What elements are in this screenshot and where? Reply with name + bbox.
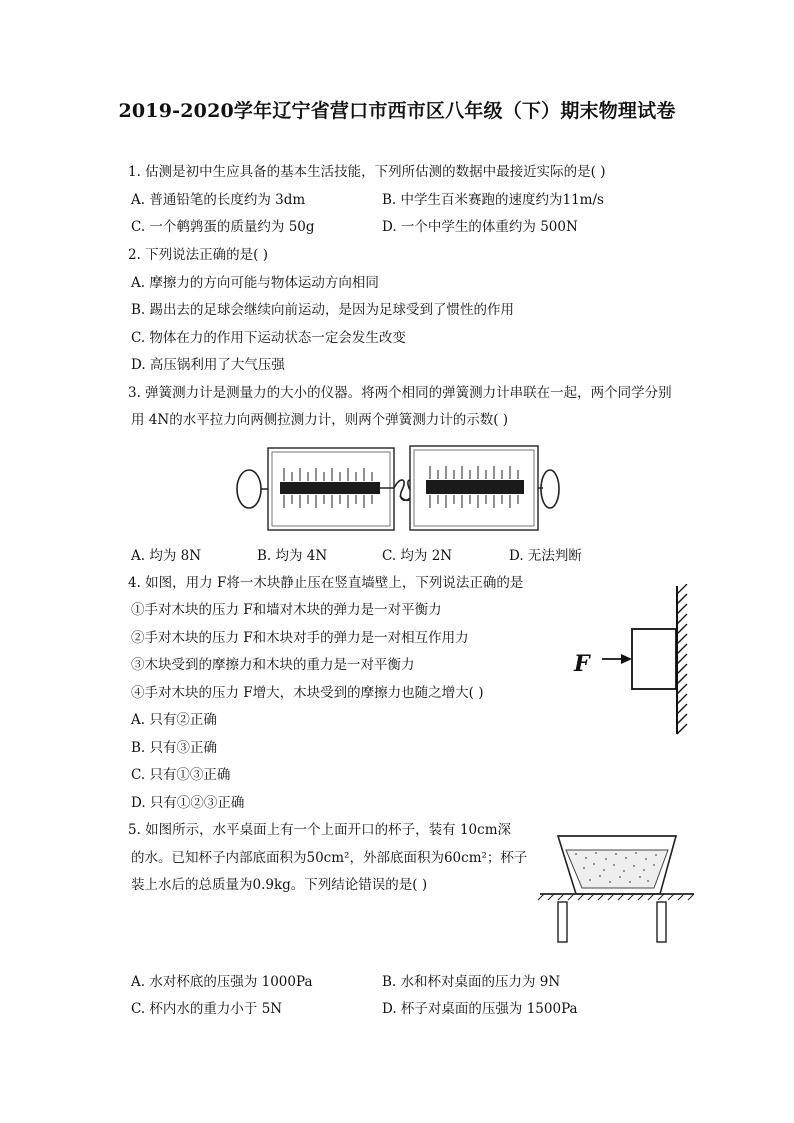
q4-statement-3: ③木块受到的摩擦力和木块的重力是一对平衡力 xyxy=(131,657,415,673)
q5-option-d: D. 杯子对桌面的压强为 1500Pa xyxy=(382,1001,578,1017)
page-title: 2019-2020学年辽宁省营口市西市区八年级（下）期末物理试卷 xyxy=(118,100,676,122)
q1-option-a: A. 普通铅笔的长度约为 3dm xyxy=(131,192,306,208)
q2-option-c: C. 物体在力的作用下运动状态一定会发生改变 xyxy=(131,330,406,346)
q3-stem-line2: 用 4N的水平拉力向两侧拉测力计，则两个弹簧测力计的示数( ) xyxy=(131,412,509,428)
q2-option-a: A. 摩擦力的方向可能与物体运动方向相同 xyxy=(131,275,379,291)
q5-option-b: B. 水和杯对桌面的压力为 9N xyxy=(382,974,561,990)
q5-stem-line3: 装上水后的总质量为0.9kg。下列结论错误的是( ) xyxy=(131,877,428,893)
spring-scales-figure xyxy=(232,438,562,540)
q2-option-d: D. 高压锅利用了大气压强 xyxy=(131,357,285,373)
q2-option-b: B. 踢出去的足球会继续向前运动，是因为足球受到了惯性的作用 xyxy=(131,302,515,318)
q1-option-d: D. 一个中学生的体重约为 500N xyxy=(382,219,578,235)
force-label: F xyxy=(574,651,590,677)
q4-statement-1: ①手对木块的压力 F和墙对木块的弹力是一对平衡力 xyxy=(131,602,442,618)
q4-option-d: D. 只有①②③正确 xyxy=(131,795,245,811)
q3-option-b: B. 均为 4N xyxy=(257,548,328,564)
q4-stem: 4. 如图，用力 F将一木块静止压在竖直墙壁上，下列说法正确的是 xyxy=(128,575,524,591)
q5-stem-line1: 5. 如图所示，水平桌面上有一个上面开口的杯子，装有 10cm深 xyxy=(128,822,512,838)
wall-block-figure xyxy=(566,584,696,736)
cup-on-table-figure xyxy=(536,828,696,946)
q4-statement-2: ②手对木块的压力 F和木块对手的弹力是一对相互作用力 xyxy=(131,630,469,646)
q4-option-c: C. 只有①③正确 xyxy=(131,767,231,783)
q3-option-c: C. 均为 2N xyxy=(382,548,453,564)
q5-option-c: C. 杯内水的重力小于 5N xyxy=(131,1001,283,1017)
q5-option-a: A. 水对杯底的压强为 1000Pa xyxy=(131,974,313,990)
q1-option-c: C. 一个鹌鹑蛋的质量约为 50g xyxy=(131,219,315,235)
q3-option-d: D. 无法判断 xyxy=(509,548,582,564)
q2-stem: 2. 下列说法正确的是( ) xyxy=(128,247,268,263)
q5-stem-line2: 的水。已知杯子内部底面积为50cm²，外部底面积为60cm²；杯子 xyxy=(131,850,528,866)
q3-stem-line1: 3. 弹簧测力计是测量力的大小的仪器。将两个相同的弹簧测力计串联在一起，两个同学分别 xyxy=(128,385,672,401)
q1-stem: 1. 估测是初中生应具备的基本生活技能，下列所估测的数据中最接近实际的是( ) xyxy=(128,164,606,180)
q3-option-a: A. 均为 8N xyxy=(131,548,202,564)
q4-option-b: B. 只有③正确 xyxy=(131,740,218,756)
q4-option-a: A. 只有②正确 xyxy=(131,712,217,728)
q1-option-b: B. 中学生百米赛跑的速度约为11m/s xyxy=(382,192,604,208)
q4-statement-4: ④手对木块的压力 F增大，木块受到的摩擦力也随之增大( ) xyxy=(131,685,484,701)
